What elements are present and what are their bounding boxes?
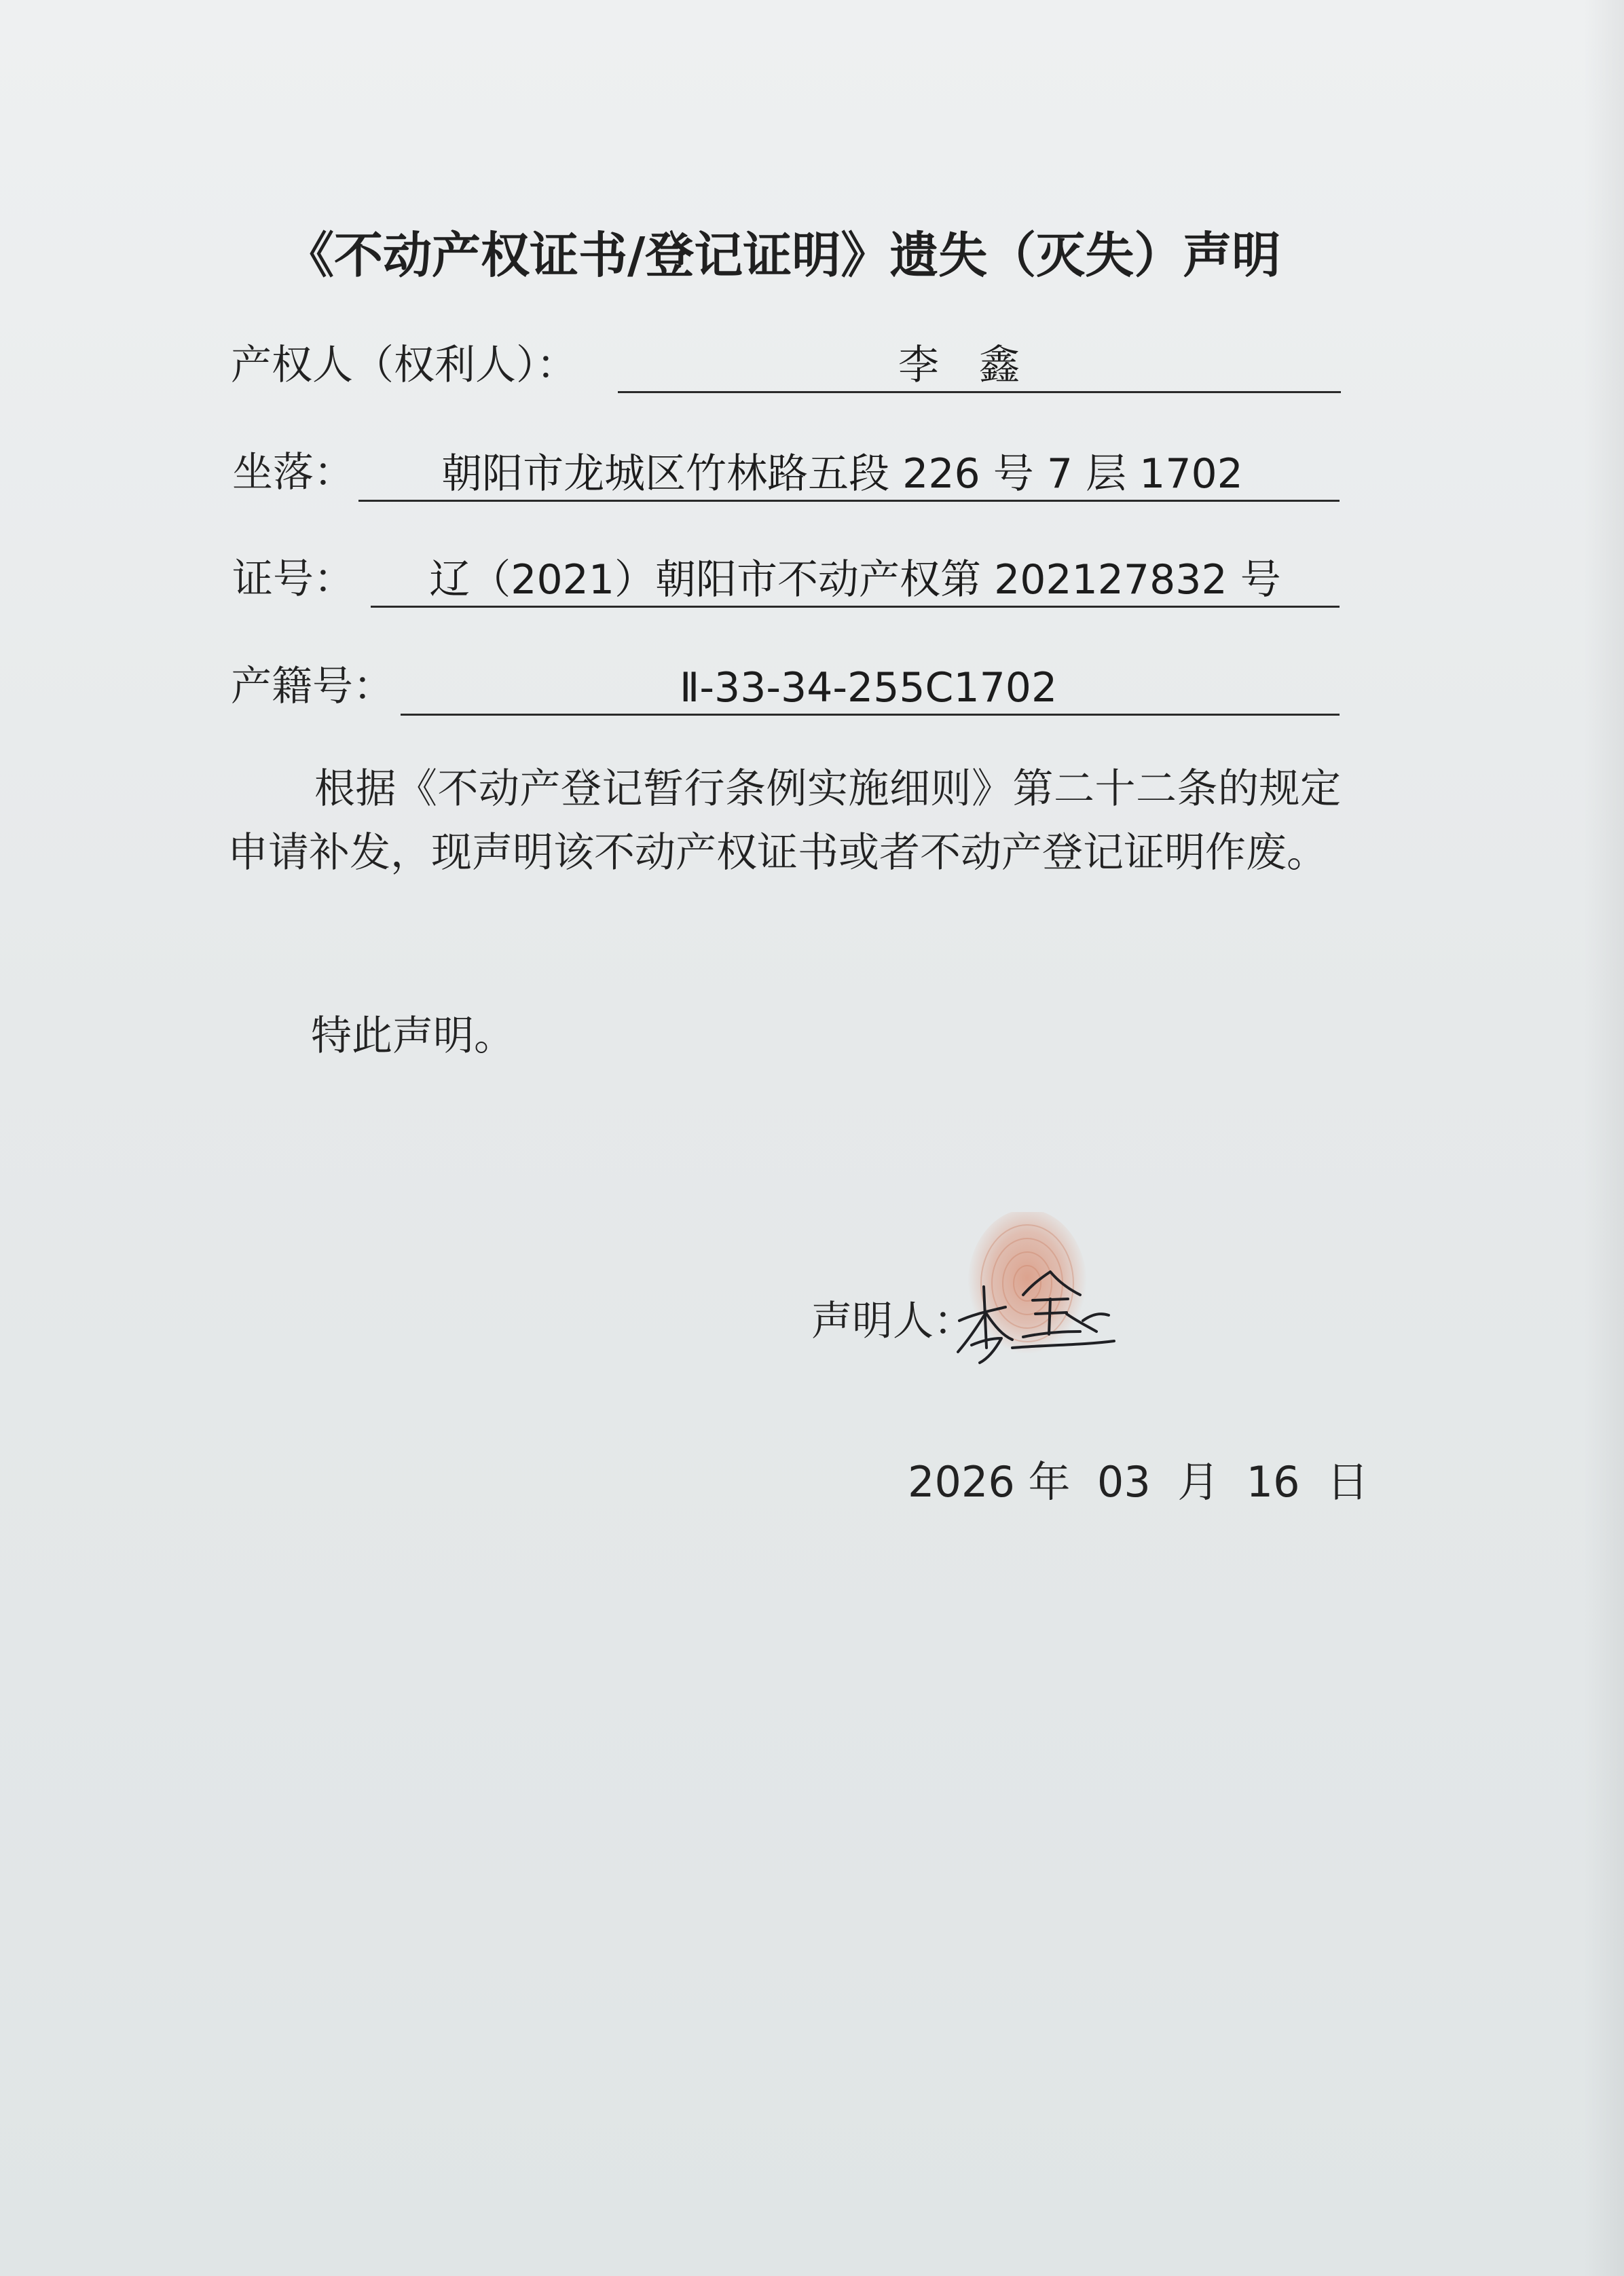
location-value: 朝阳市龙城区竹林路五段 226 号 7 层 1702 — [441, 450, 1243, 498]
owner-field — [618, 342, 1341, 393]
certificate-label: 证号： — [232, 555, 354, 603]
owner-value: 李 鑫 — [898, 342, 1034, 389]
body-paragraph: 根据《不动产登记暂行条例实施细则》第二十二条的规定申请补发，现声明该不动产权证书或者不动产登记证明作废。 — [227, 765, 1341, 877]
page-edge-shadow — [1583, 0, 1624, 2276]
signature-with-thumbprint — [947, 1212, 1124, 1375]
register-field — [401, 664, 1340, 716]
document-title: 《不动产权证书/登记证明》遗失（灭失）声明 — [285, 227, 1281, 284]
closing-statement: 特此声明。 — [311, 1012, 515, 1060]
owner-label: 产权人（权利人）： — [231, 342, 577, 389]
location-field — [358, 450, 1340, 502]
register-label: 产籍号： — [231, 663, 394, 710]
declaration-date: 2026 年 03 月 16 日 — [908, 1457, 1369, 1507]
location-label: 坐落： — [232, 449, 354, 496]
register-value: Ⅱ-33-34-255C1702 — [679, 664, 1058, 712]
certificate-field — [371, 556, 1340, 608]
signatory-label: 声明人： — [811, 1298, 974, 1345]
certificate-value: 辽（2021）朝阳市不动产权第 202127832 号 — [429, 556, 1281, 604]
